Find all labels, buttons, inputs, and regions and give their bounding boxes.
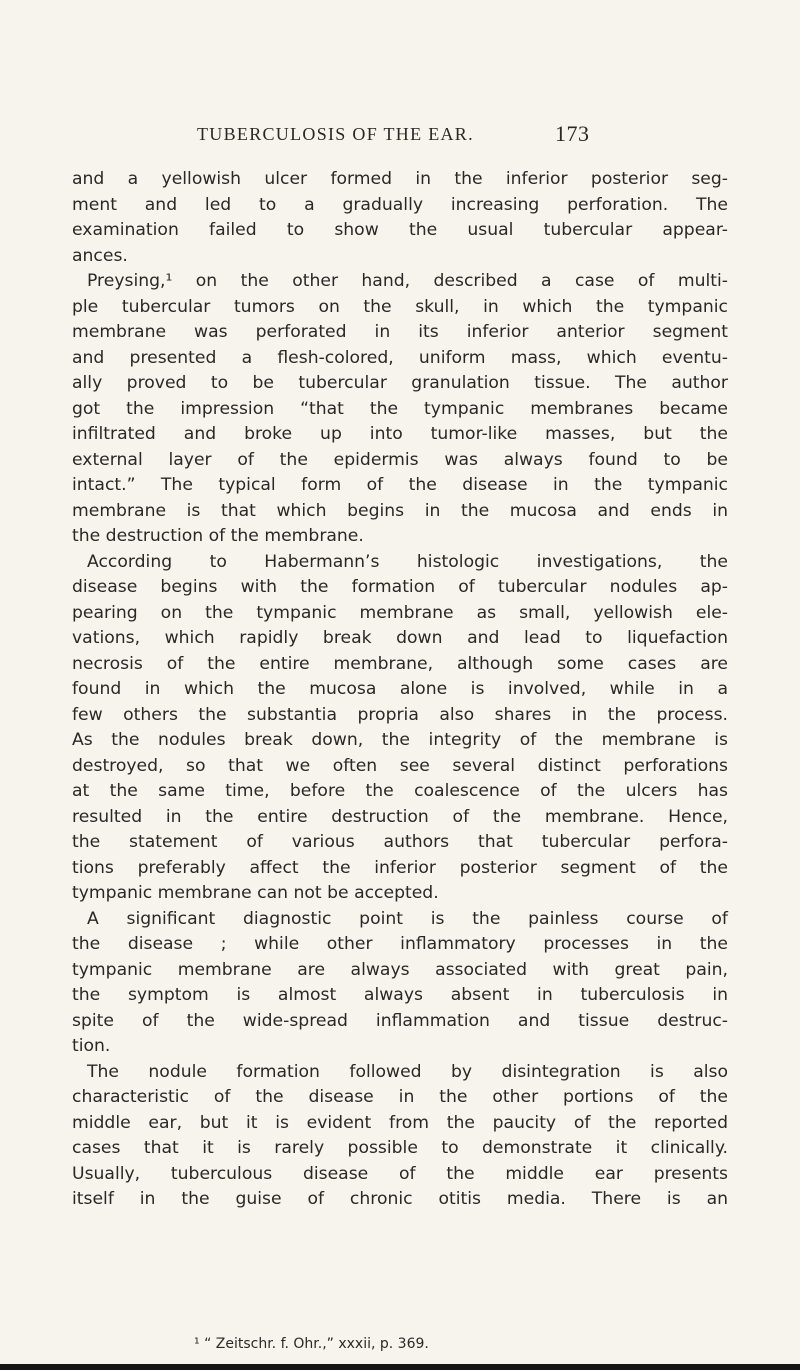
text-line: ple tubercular tumors on the skull, in which the tympanic — [72, 296, 728, 317]
text-line: resulted in the entire destruction of the membrane. Hence, — [72, 806, 728, 827]
text-line: As the nodules break down, the integrity of the membrane is — [72, 730, 728, 750]
text-line: the destruction of the membrane. — [72, 526, 364, 546]
text-line: Preysing,¹ on the other hand, described a case of multi- — [87, 271, 728, 291]
text-line: disease begins with the formation of tubercular nodules ap- — [72, 577, 728, 597]
text-line: found in which the mucosa alone is involved, while in a — [72, 679, 728, 699]
page-header — [0, 121, 800, 154]
text-line: pearing on the tympanic membrane as small, yellowish ele- — [72, 602, 728, 623]
text-line: at the same time, before the coalescence of the ulcers has — [72, 781, 728, 801]
running-head: TUBERCULOSIS OF THE EAR. — [197, 124, 474, 144]
text-line: According to Habermann’s histologic investigations, the — [87, 551, 728, 572]
text-line: middle ear, but it is evident from the paucity of the reported — [72, 1112, 728, 1133]
text-line: cases that it is rarely possible to demonstrate it clinically. — [72, 1138, 728, 1158]
text-line: the disease ; while other inflammatory processes in the — [72, 934, 728, 954]
text-line: intact.” The typical form of the disease in the tympanic — [72, 475, 728, 495]
text-line: necrosis of the entire membrane, although some cases are — [72, 653, 728, 674]
text-line: tympanic membrane can not be accepted. — [72, 883, 439, 903]
text-line: The nodule formation followed by disintegration is also — [87, 1061, 728, 1082]
text-line: got the impression “that the tympanic membranes became — [72, 398, 728, 419]
page-bottom-edge — [0, 1364, 800, 1370]
text-line: ally proved to be tubercular granulation tissue. The author — [72, 373, 728, 393]
text-line: A significant diagnostic point is the painless course of — [87, 908, 728, 929]
text-line: and presented a flesh-colored, uniform mass, which eventu- — [72, 347, 728, 368]
text-line: tympanic membrane are always associated with great pain, — [72, 959, 728, 980]
text-line: and a yellowish ulcer formed in the inferior posterior seg- — [72, 169, 728, 189]
text-line: characteristic of the disease in the other portions of the — [72, 1087, 728, 1107]
text-line: examination failed to show the usual tubercular appear- — [72, 220, 728, 240]
text-line: the statement of various authors that tubercular perfora- — [72, 832, 728, 852]
body-text — [72, 167, 728, 1213]
text-line: tions preferably affect the inferior posterior segment of the — [72, 857, 728, 878]
page-number: 173 — [555, 121, 590, 146]
text-line: infiltrated and broke up into tumor-like masses, but the — [72, 424, 728, 444]
text-line: few others the substantia propria also shares in the process. — [72, 704, 728, 725]
text-line: Usually, tuberculous disease of the middle ear presents — [72, 1163, 728, 1184]
text-line: ment and led to a gradually increasing perforation. The — [72, 194, 728, 215]
text-line: vations, which rapidly break down and lead to liquefaction — [72, 628, 728, 648]
text-line: spite of the wide-spread inflammation and tissue destruc- — [72, 1010, 728, 1031]
footnote: ¹ “ Zeitschr. f. Ohr.,” xxxii, p. 369. — [194, 1336, 429, 1352]
text-line: membrane is that which begins in the mucosa and ends in — [72, 500, 728, 521]
text-line: tion. — [72, 1036, 111, 1056]
text-line: external layer of the epidermis was always found to be — [72, 449, 728, 470]
text-line: ances. — [72, 245, 128, 266]
text-line: itself in the guise of chronic otitis media. There is an — [72, 1189, 728, 1209]
text-line: destroyed, so that we often see several distinct perforations — [72, 755, 728, 776]
text-line: membrane was perforated in its inferior anterior segment — [72, 322, 728, 342]
text-line: the symptom is almost always absent in tuberculosis in — [72, 985, 728, 1005]
